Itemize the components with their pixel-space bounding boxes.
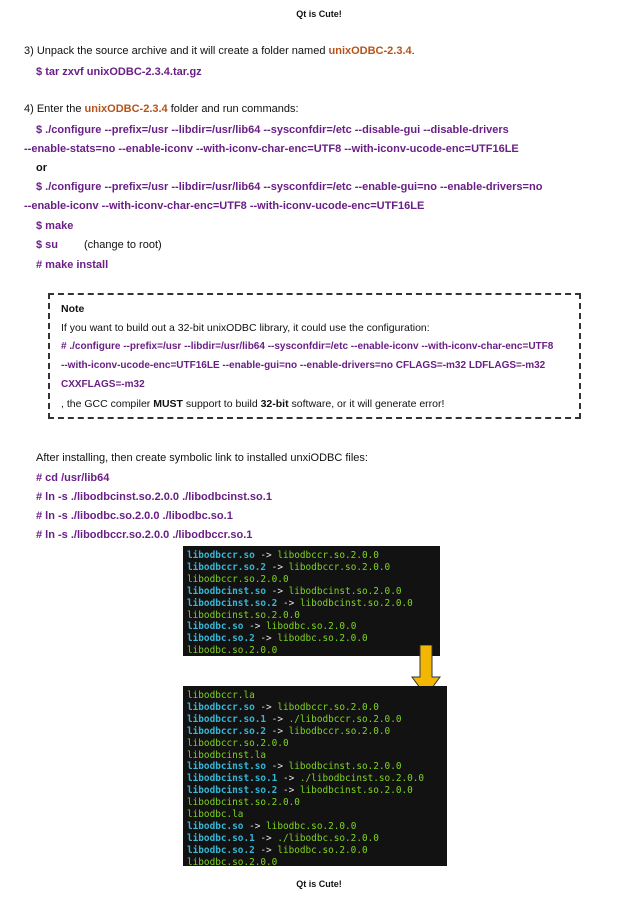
terminal-arrow: ->: [266, 725, 289, 737]
terminal-filename: libodbccr.so: [187, 701, 255, 713]
terminal-link-target: libodbc.so.2.0.0: [277, 844, 368, 856]
terminal-link-target: libodbccr.so.2.0.0: [277, 550, 379, 561]
terminal-filename: libodbcinst.so.2.0.0: [187, 609, 300, 621]
note-line5-must: MUST: [153, 398, 183, 410]
terminal-arrow: ->: [254, 832, 278, 844]
step4-folder: unixODBC-2.3.4: [84, 103, 168, 115]
note-title: Note: [61, 303, 85, 315]
terminal-arrow: ->: [254, 550, 278, 561]
terminal-arrow: ->: [243, 621, 267, 633]
ln-command-odbccr: # ln -s ./libodbccr.so.2.0.0 ./libodbccr.so.1: [36, 529, 253, 541]
cd-command: # cd /usr/lib64: [36, 472, 110, 484]
terminal-line: [187, 797, 443, 809]
terminal-link-target: ./libodbccr.so.2.0.0: [288, 713, 402, 725]
terminal-filename: libodbccr.so.2.0.0: [187, 573, 289, 585]
terminal-arrow: ->: [254, 633, 278, 645]
note-line-1: If you want to build out a 32-bit unixODBC library, it could use the configuration:: [61, 322, 430, 334]
terminal-line: [187, 574, 436, 586]
terminal-line: [187, 738, 443, 750]
terminal-line: [187, 550, 436, 562]
terminal-link-target: libodbcinst.so.2.0.0: [288, 761, 402, 773]
page-footer: Qt is Cute!: [296, 879, 342, 889]
page-header: Qt is Cute!: [296, 9, 342, 19]
terminal-filename: libodbccr.so: [187, 550, 255, 561]
terminal-link-target: libodbc.so.2.0.0: [266, 820, 357, 832]
terminal-line: [187, 621, 436, 633]
terminal-line: [187, 645, 436, 657]
configure-command-2a: $ ./configure --prefix=/usr --libdir=/usr/lib64 --sysconfdir=/etc --enable-gui=no --enable-drivers=no: [36, 181, 543, 193]
terminal-filename: libodbcinst.so.1: [187, 773, 278, 785]
terminal-arrow: ->: [277, 773, 300, 785]
terminal-arrow: ->: [266, 761, 289, 773]
step3-folder: unixODBC-2.3.4: [328, 45, 412, 57]
terminal-filename: libodbcinst.so.2: [187, 597, 278, 609]
terminal-line: [187, 750, 443, 762]
terminal-filename: libodbccr.so.1: [187, 713, 267, 725]
terminal-arrow: ->: [254, 844, 278, 856]
terminal-line: [187, 845, 443, 857]
terminal-filename: libodbc.so: [187, 820, 244, 832]
configure-command-2b: --enable-iconv --with-iconv-char-enc=UTF8 --with-iconv-ucode-enc=UTF16LE: [24, 200, 425, 212]
note-line5-e: software, or it will generate error!: [288, 398, 445, 410]
configure-command-1b: --enable-stats=no --enable-iconv --with-iconv-char-enc=UTF8 --with-iconv-ucode-enc=UTF16LE: [24, 143, 519, 155]
step3-prefix: 3) Unpack the source archive and it will create a folder named: [24, 45, 329, 57]
note-box: [48, 293, 581, 419]
terminal-line: [187, 726, 443, 738]
terminal-link-target: libodbccr.so.2.0.0: [288, 725, 391, 737]
terminal-filename: libodbc.so.1: [187, 832, 255, 844]
terminal-filename: libodbcinst.so: [187, 585, 267, 597]
terminal-line: [187, 773, 443, 785]
note-line-5: [61, 397, 444, 411]
terminal-line: [187, 821, 443, 833]
terminal-line: [187, 809, 443, 821]
terminal-line: [187, 714, 443, 726]
terminal-arrow: ->: [266, 713, 289, 725]
ln-command-odbc: # ln -s ./libodbc.so.2.0.0 ./libodbc.so.1: [36, 510, 233, 522]
note-config-1: # ./configure --prefix=/usr --libdir=/usr/lib64 --sysconfdir=/etc --enable-iconv --with-iconv-char-enc=UTF8: [61, 341, 554, 352]
terminal-arrow: ->: [266, 585, 289, 597]
terminal-filename: libodbccr.so.2.0.0: [187, 737, 289, 749]
terminal-link-target: ./libodbcinst.so.2.0.0: [299, 773, 425, 785]
terminal-filename: libodbc.so: [187, 621, 244, 633]
terminal-filename: libodbccr.so.2: [187, 561, 267, 573]
note-line5-a: , the GCC compiler: [61, 398, 154, 410]
make-install-command: # make install: [36, 259, 109, 271]
note-config-3: CXXFLAGS=-m32: [61, 379, 145, 390]
terminal-filename: libodbccr.so.2: [187, 725, 267, 737]
terminal-arrow: ->: [243, 820, 267, 832]
terminal-line: [187, 598, 436, 610]
step3-cmd-prompt: $: [36, 66, 46, 78]
terminal-filename: libodbccr.la: [187, 690, 255, 701]
terminal-filename: libodbcinst.so.2: [187, 785, 278, 797]
terminal-arrow: ->: [254, 701, 278, 713]
note-line5-c: support to build: [182, 398, 261, 410]
terminal-line: [187, 833, 443, 845]
terminal-link-target: libodbcinst.so.2.0.0: [299, 785, 413, 797]
terminal-line: [187, 586, 436, 598]
terminal-link-target: libodbcinst.so.2.0.0: [299, 597, 413, 609]
terminal-filename: libodbc.so.2.0.0: [187, 645, 278, 657]
terminal-link-target: libodbc.so.2.0.0: [266, 621, 357, 633]
step4-prefix: 4) Enter the: [24, 103, 85, 115]
terminal-filename: libodbc.so.2: [187, 633, 255, 645]
configure-command-1a: $ ./configure --prefix=/usr --libdir=/usr/lib64 --sysconfdir=/etc --disable-gui --disable-drivers: [36, 124, 509, 136]
terminal-line: [187, 857, 443, 869]
make-command: $ make: [36, 220, 74, 232]
note-config-2: --with-iconv-ucode-enc=UTF16LE --enable-gui=no --enable-drivers=no CFLAGS=-m32 LDFLAGS=-m32: [61, 360, 546, 371]
terminal-link-target: ./libodbc.so.2.0.0: [277, 832, 379, 844]
step3-cmd: tar zxvf unixODBC-2.3.4.tar.gz: [45, 66, 202, 78]
step3-text: [24, 44, 415, 58]
terminal-arrow: ->: [277, 597, 300, 609]
terminal-line: [187, 610, 436, 622]
step4-text: [24, 102, 299, 116]
step3-suffix: .: [411, 45, 415, 57]
step3-command: [36, 65, 202, 79]
ln-command-odbcinst: # ln -s ./libodbcinst.so.2.0.0 ./libodbcinst.so.1: [36, 491, 272, 503]
after-intro: After installing, then create symbolic link to installed unxiODBC files:: [36, 452, 368, 464]
terminal-filename: libodbcinst.la: [187, 749, 267, 761]
terminal-after: [183, 686, 447, 866]
su-command: $ su: [36, 239, 59, 251]
terminal-arrow: ->: [266, 561, 289, 573]
terminal-before: [183, 546, 440, 656]
terminal-filename: libodbcinst.so.2.0.0: [187, 797, 300, 809]
su-line: [36, 238, 162, 252]
terminal-filename: libodbc.so.2: [187, 844, 255, 856]
terminal-link-target: libodbccr.so.2.0.0: [288, 561, 391, 573]
terminal-link-target: libodbccr.so.2.0.0: [277, 701, 379, 713]
terminal-filename: libodbc.so.2.0.0: [187, 856, 278, 868]
terminal-link-target: libodbc.so.2.0.0: [277, 633, 368, 645]
terminal-line: [187, 785, 443, 797]
terminal-arrow: ->: [277, 785, 300, 797]
su-note: (change to root): [84, 239, 162, 251]
terminal-line: [187, 702, 443, 714]
terminal-filename: libodbc.la: [187, 809, 244, 821]
terminal-line: [187, 633, 436, 645]
terminal-line: [187, 690, 443, 702]
terminal-filename: libodbcinst.so: [187, 761, 267, 773]
step4-suffix: folder and run commands:: [167, 103, 299, 115]
or-label: or: [36, 162, 47, 174]
note-line5-32bit: 32-bit: [260, 398, 289, 410]
terminal-line: [187, 761, 443, 773]
terminal-link-target: libodbcinst.so.2.0.0: [288, 585, 402, 597]
terminal-line: [187, 562, 436, 574]
